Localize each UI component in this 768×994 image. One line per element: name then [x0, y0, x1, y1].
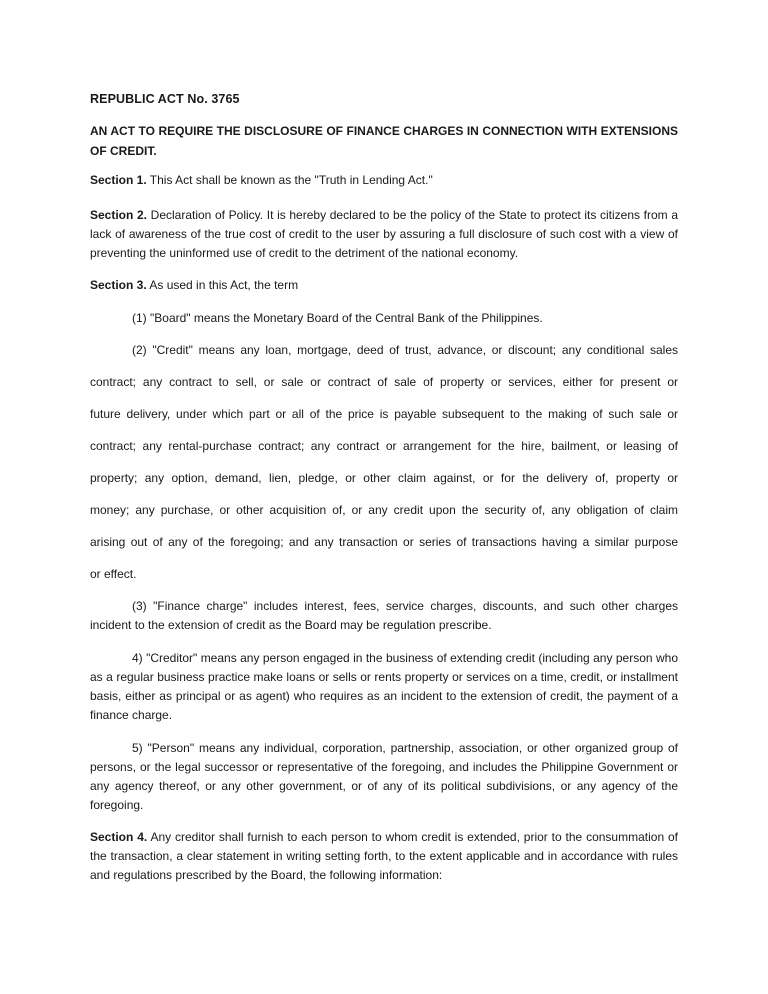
definition-credit-line: contract; any rental-purchase contract; any contract or arrangement for the hire, bailment, or leasing of — [90, 439, 678, 453]
definition-creditor: 4) "Creditor" means any person engaged in the business of extending credit (including any person who as a regular business practice make loans or sells or rents property or services on a time, credit, or installment basis, either as principal or as agent) who requires as an incident to the extension of credit, the payment of a finance charge. — [90, 651, 678, 722]
act-title: AN ACT TO REQUIRE THE DISCLOSURE OF FINANCE CHARGES IN CONNECTION WITH EXTENSIONS OF CREDIT. — [90, 124, 678, 158]
section-4-text: Any creditor shall furnish to each person to whom credit is extended, prior to the consummation of the transaction, a clear statement in writing setting forth, to the extent applicable and in accordance with rules and regulations prescribed by the Board, the following information: — [90, 830, 678, 882]
section-2-label: Section 2. — [90, 208, 147, 222]
document-title: REPUBLIC ACT No. 3765 — [90, 92, 240, 106]
section-2-text: Declaration of Policy. It is hereby declared to be the policy of the State to protect its citizens from a lack of awareness of the true cost of credit to the user by assuring a full disclosure of such cost with a view of preventing the uninformed use of credit to the detriment of the national economy. — [90, 208, 678, 260]
definition-credit-line: property; any option, demand, lien, pledge, or other claim against, or for the delivery of, property or — [90, 471, 678, 485]
definition-board: (1) "Board" means the Monetary Board of the Central Bank of the Philippines. — [132, 311, 543, 325]
definition-credit-line: or effect. — [90, 567, 137, 581]
definition-credit-line: money; any purchase, or other acquisition of, or any credit upon the security of, any obligation of claim — [90, 503, 678, 517]
definition-finance-charge: (3) "Finance charge" includes interest, fees, service charges, discounts, and such other charges incident to the extension of credit as the Board may be regulation prescribe. — [90, 599, 678, 632]
section-4-label: Section 4. — [90, 830, 148, 844]
definition-credit-line: future delivery, under which part or all of the price is payable subsequent to the making of such sale or — [90, 407, 678, 421]
section-3-label: Section 3. — [90, 278, 147, 292]
section-3-text: As used in this Act, the term — [146, 278, 299, 292]
definition-credit-line: (2) "Credit" means any loan, mortgage, deed of trust, advance, or discount; any conditional sales — [132, 343, 678, 357]
section-1 — [90, 171, 678, 190]
section-2 — [90, 206, 678, 263]
definition-credit-line: arising out of any of the foregoing; and any transaction or series of transactions having a similar purpose — [90, 535, 678, 549]
definition-credit-line: contract; any contract to sell, or sale or contract of sale of property or services, either for present or — [90, 375, 678, 389]
section-3 — [90, 276, 678, 295]
document-page — [90, 0, 678, 994]
section-4 — [90, 828, 678, 885]
section-1-text: This Act shall be known as the "Truth in Lending Act." — [146, 173, 433, 187]
definition-person: 5) "Person" means any individual, corporation, partnership, association, or other organized group of persons, or the legal successor or representative of the foregoing, and includes the Philippine Government or any agency thereof, or any other government, or of any of its political subdivisions, or any agency of the foregoing. — [90, 741, 678, 812]
section-1-label: Section 1. — [90, 173, 147, 187]
